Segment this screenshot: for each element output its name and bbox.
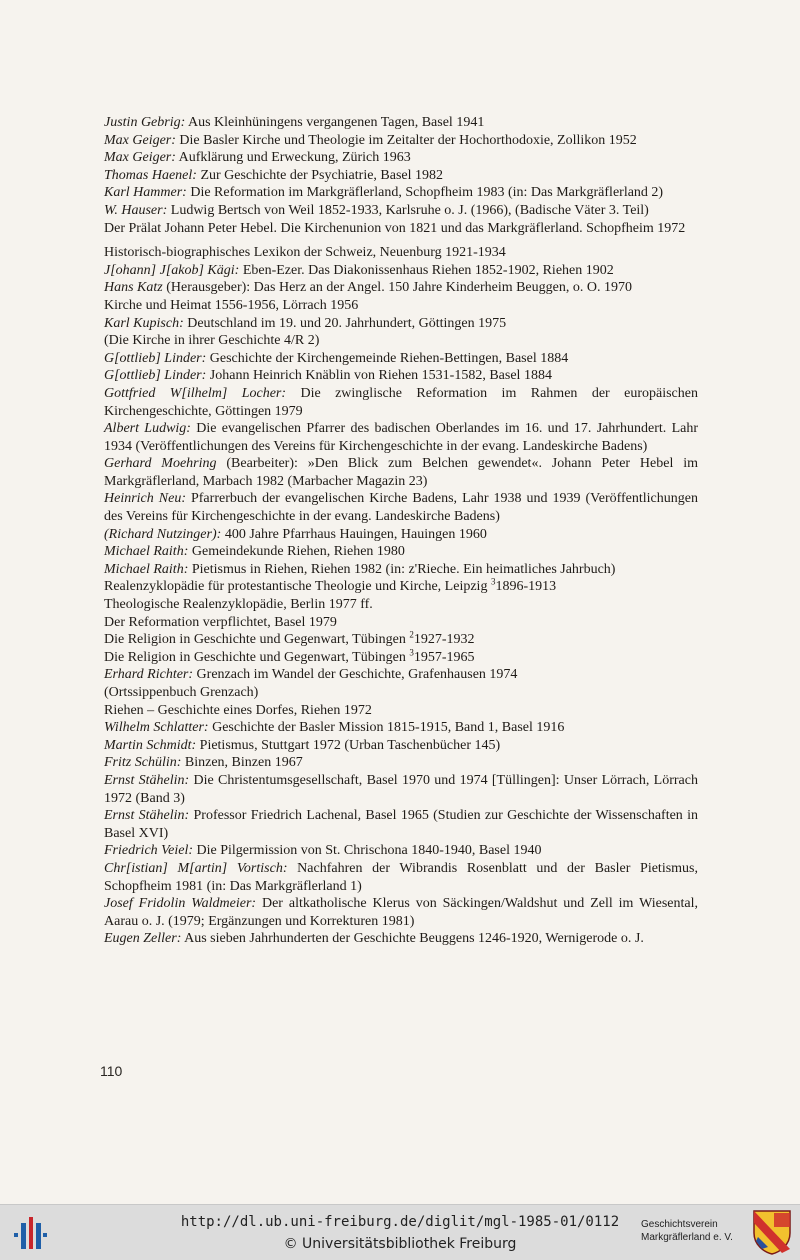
entry-author: Wilhelm Schlatter: <box>104 720 209 736</box>
bibliography-entry <box>104 543 698 561</box>
entry-author: Fritz Schülin: <box>104 755 182 771</box>
bibliography-entry <box>104 842 698 860</box>
bibliography-entry <box>104 420 698 455</box>
bibliography-entry <box>104 315 698 333</box>
document-url-link[interactable]: http://dl.ub.uni-freiburg.de/diglit/mgl-1985-01/0112 <box>180 1214 620 1230</box>
entry-author: J[ohann] J[akob] Kägi: <box>104 262 240 278</box>
entry-text: Der altkatholische Klerus von Säckingen/Waldshut und Zell im Wiesental, Aarau o. J. (1979; Ergänzungen und Korrekturen 1981) <box>104 896 698 929</box>
bibliography-entry <box>104 262 698 280</box>
bibliography-entry <box>104 184 698 202</box>
entry-author: Michael Raith: <box>104 561 189 577</box>
page-number: 110 <box>100 1063 123 1079</box>
bibliography-list <box>104 114 698 948</box>
bibliography-entry <box>104 167 698 185</box>
entry-text: Pietismus, Stuttgart 1972 (Urban Taschenbücher 145) <box>196 737 501 753</box>
entry-author: Heinrich Neu: <box>104 491 186 507</box>
bibliography-entry <box>104 702 698 720</box>
entry-author: Michael Raith: <box>104 544 189 560</box>
bibliography-entry <box>104 860 698 895</box>
entry-years: 1957-1965 <box>413 649 475 665</box>
entry-author: Hans Katz <box>104 280 163 296</box>
entry-author: G[ottlieb] Linder: <box>104 350 207 366</box>
entry-author: Albert Ludwig: <box>104 421 191 437</box>
entry-author: Karl Hammer: <box>104 185 187 201</box>
entry-text: Historisch-biographisches Lexikon der Schweiz, Neuenburg 1921-1934 <box>104 245 506 261</box>
entry-years: 1927-1932 <box>413 632 475 648</box>
entry-text: Johann Heinrich Knäblin von Riehen 1531-1582, Basel 1884 <box>206 368 552 384</box>
entry-author: Justin Gebrig: <box>104 115 186 130</box>
bibliography-entry <box>104 385 698 420</box>
entry-text: (Bearbeiter): »Den Blick zum Belchen gewendet«. Johann Peter Hebel im Markgräflerland, Marbach 1982 (Marbacher Magazin 23) <box>104 456 698 489</box>
entry-author: Thomas Haenel: <box>104 167 197 183</box>
viewer-footer <box>0 1204 800 1260</box>
bibliography-entry <box>104 149 698 167</box>
bibliography-entry <box>104 367 698 385</box>
entry-years: 1896-1913 <box>495 579 557 595</box>
entry-text: Grenzach im Wandel der Geschichte, Grafenhausen 1974 <box>193 667 518 683</box>
bibliography-entry <box>104 455 698 490</box>
edition-superscript: 2 <box>409 629 414 640</box>
entry-text: Zur Geschichte der Psychiatrie, Basel 1982 <box>196 167 444 183</box>
entry-text: Aus Kleinhüningens vergangenen Tagen, Basel 1941 <box>185 115 485 130</box>
entry-text: Die Basler Kirche und Theologie im Zeitalter der Hochorthodoxie, Zollikon 1952 <box>175 132 637 148</box>
bibliography-entry <box>104 754 698 772</box>
entry-text: (Die Kirche in ihrer Geschichte 4/R 2) <box>104 333 320 349</box>
bibliography-entry <box>104 666 698 684</box>
bibliography-entry <box>104 596 698 614</box>
entry-author: Chr[istian] M[artin] Vortisch: <box>104 860 288 876</box>
entry-author: Erhard Richter: <box>104 667 194 683</box>
edition-superscript: 3 <box>490 576 496 587</box>
ub-freiburg-logo-icon[interactable] <box>12 1213 48 1253</box>
bibliography-entry <box>104 737 698 755</box>
bibliography-entry <box>104 561 698 579</box>
entry-text: Binzen, Binzen 1967 <box>181 755 303 771</box>
bibliography-entry <box>104 807 698 842</box>
entry-text: Der Reformation verpflichtet, Basel 1979 <box>104 614 337 630</box>
entry-text: Geschichte der Kirchengemeinde Riehen-Bettingen, Basel 1884 <box>206 350 569 366</box>
entry-text: Riehen – Geschichte eines Dorfes, Riehen 1972 <box>104 702 372 718</box>
entry-text: Die Reformation im Markgräflerland, Schopfheim 1983 (in: Das Markgräflerland 2) <box>186 185 664 201</box>
bibliography-entry <box>104 526 698 544</box>
entry-text: Theologische Realenzyklopädie, Berlin 1977 ff. <box>104 597 373 613</box>
entry-author: Friedrich Veiel: <box>104 843 194 859</box>
copyright-notice: © Universitätsbibliothek Freiburg <box>283 1236 517 1252</box>
edition-superscript: 3 <box>409 647 414 658</box>
bibliography-entry <box>104 132 698 150</box>
bibliography-entry <box>104 719 698 737</box>
entry-author: G[ottlieb] Linder: <box>104 368 207 384</box>
bibliography-entry <box>104 350 698 368</box>
bibliography-entry <box>104 684 698 702</box>
entry-author: Martin Schmidt: <box>104 737 197 753</box>
entry-text: Die zwinglische Reformation im Rahmen der europäischen Kirchengeschichte, Göttingen 1979 <box>104 385 698 419</box>
entry-text: Aus sieben Jahrhunderten der Geschichte Beuggens 1246-1920, Wernigerode o. J. <box>181 931 644 947</box>
entry-author: (Richard Nutzinger): <box>104 526 222 542</box>
entry-text: Der Prälat Johann Peter Hebel. Die Kirchenunion von 1821 und das Markgräflerland. Schopfheim 1972 <box>104 220 686 236</box>
entry-author: Eugen Zeller: <box>104 931 182 947</box>
bibliography-entry <box>104 490 698 525</box>
bibliography-entry <box>104 614 698 632</box>
entry-text: Realenzyklopädie für protestantische Theologie und Kirche, Leipzig <box>104 579 491 595</box>
entry-text: Die Religion in Geschichte und Gegenwart, Tübingen <box>104 649 410 665</box>
bibliography-entry <box>104 578 698 596</box>
entry-author: Ernst Stähelin: <box>104 808 190 824</box>
entry-text: Pietismus in Riehen, Riehen 1982 (in: z'Rieche. Ein heimatliches Jahrbuch) <box>188 561 616 577</box>
entry-text: Kirche und Heimat 1556-1956, Lörrach 1956 <box>104 297 359 313</box>
entry-text: Ludwig Bertsch von Weil 1852-1933, Karlsruhe o. J. (1966), (Badische Väter 3. Teil) <box>167 202 649 218</box>
society-name-line1: Geschichtsverein <box>641 1219 718 1230</box>
society-name <box>641 1218 751 1244</box>
entry-text: Pfarrerbuch der evangelischen Kirche Badens, Lahr 1938 und 1939 (Veröffentlichungen des Vereins für Kirchengeschichte in der evang. Landeskirche Badens) <box>104 491 698 525</box>
bibliography-entry <box>104 244 698 262</box>
bibliography-entry <box>104 930 698 948</box>
bibliography-entry <box>104 895 698 930</box>
entry-text: Die Pilgermission von St. Chrischona 1840-1940, Basel 1940 <box>193 843 542 859</box>
entry-author: Karl Kupisch: <box>104 315 184 331</box>
bibliography-entry <box>104 202 698 220</box>
entry-author: Gottfried W[ilhelm] Locher: <box>104 385 287 401</box>
entry-text: Aufklärung und Erweckung, Zürich 1963 <box>175 150 411 166</box>
entry-text: Eben-Ezer. Das Diakonissenhaus Riehen 1852-1902, Riehen 1902 <box>239 262 614 278</box>
entry-author: Josef Fridolin Waldmeier: <box>104 896 257 912</box>
entry-text: 400 Jahre Pfarrhaus Hauingen, Hauingen 1960 <box>221 526 487 542</box>
entry-text: Nachfahren der Wibrandis Rosenblatt und der Basler Pietismus, Schopfheim 1981 (in: Das Markgräflerland 1) <box>104 860 698 894</box>
entry-text: Geschichte der Basler Mission 1815-1915, Band 1, Basel 1916 <box>208 720 565 736</box>
bibliography-entry <box>104 772 698 807</box>
entry-text: Professor Friedrich Lachenal, Basel 1965 (Studien zur Geschichte der Wissenschaften in Basel XVI) <box>104 808 699 841</box>
entry-text: Gemeindekunde Riehen, Riehen 1980 <box>188 544 405 560</box>
entry-author: Gerhard Moehring <box>104 456 217 472</box>
bibliography-entry <box>104 332 698 350</box>
entry-text: Die Christentumsgesellschaft, Basel 1970 und 1974 [Tüllingen]: Unser Lörrach, Lörrach 1972 (Band 3) <box>104 772 698 806</box>
entry-text: (Ortssippenbuch Grenzach) <box>104 685 259 700</box>
society-name-line2: Markgräflerland e. V. <box>641 1232 733 1243</box>
coat-of-arms-icon[interactable] <box>752 1209 792 1256</box>
entry-text: (Herausgeber): Das Herz an der Angel. 150 Jahre Kinderheim Beuggen, o. O. 1970 <box>162 280 632 296</box>
bibliography-entry <box>104 279 698 297</box>
bibliography-entry <box>104 114 698 132</box>
entry-author: Max Geiger: <box>104 150 176 166</box>
entry-author: Ernst Stähelin: <box>104 772 190 788</box>
entry-text: Die Religion in Geschichte und Gegenwart, Tübingen <box>104 632 410 648</box>
entry-text: Deutschland im 19. und 20. Jahrhundert, Göttingen 1975 <box>183 315 507 331</box>
bibliography-entry <box>104 297 698 315</box>
entry-author: Max Geiger: <box>104 132 176 148</box>
bibliography-entry <box>104 631 698 649</box>
entry-author: W. Hauser: <box>104 202 168 218</box>
bibliography-entry <box>104 649 698 667</box>
entry-text: Die evangelischen Pfarrer des badischen Oberlandes im 16. und 17. Jahrhundert. Lahr 1934 (Veröffentlichungen des Vereins für Kirchengeschichte in der evang. Landeskirche Badens) <box>104 421 698 454</box>
bibliography-entry <box>104 220 698 238</box>
